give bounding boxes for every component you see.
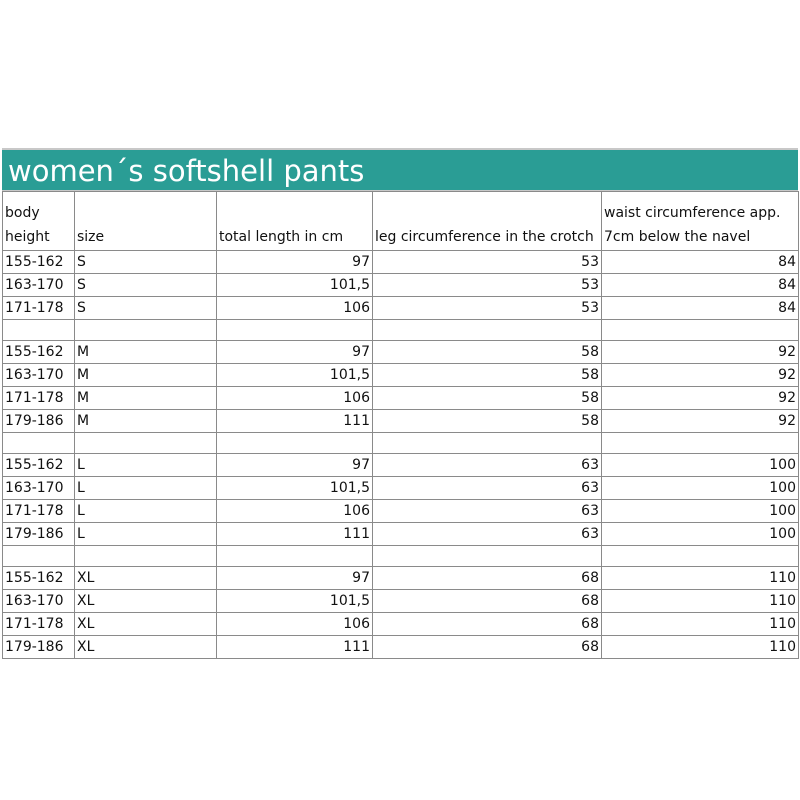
waist-circumference-cell: 100 xyxy=(602,477,799,500)
body-height-cell: 171-178 xyxy=(3,297,75,320)
header-waist-circumference: waist circumference app. 7cm below the navel xyxy=(602,192,799,251)
total-length-cell: 106 xyxy=(217,387,373,410)
table-row xyxy=(3,636,799,659)
body-height-cell: 179-186 xyxy=(3,523,75,546)
waist-circumference-cell: 110 xyxy=(602,613,799,636)
total-length-cell: 101,5 xyxy=(217,477,373,500)
leg-circumference-cell: 58 xyxy=(373,410,602,433)
leg-circumference-cell: 68 xyxy=(373,613,602,636)
header-leg-circumference: leg circumference in the crotch xyxy=(373,192,602,251)
empty-cell xyxy=(75,320,217,341)
leg-circumference-cell: 68 xyxy=(373,567,602,590)
table-row xyxy=(3,297,799,320)
header-body-height: body height xyxy=(3,192,75,251)
total-length-cell: 101,5 xyxy=(217,274,373,297)
table-row xyxy=(3,567,799,590)
empty-cell xyxy=(3,546,75,567)
total-length-cell: 101,5 xyxy=(217,364,373,387)
body-height-cell: 163-170 xyxy=(3,590,75,613)
waist-circumference-cell: 110 xyxy=(602,636,799,659)
size-cell: XL xyxy=(75,613,217,636)
empty-cell xyxy=(602,546,799,567)
table-row xyxy=(3,523,799,546)
body-height-cell: 155-162 xyxy=(3,567,75,590)
size-cell: M xyxy=(75,364,217,387)
size-cell: S xyxy=(75,251,217,274)
body-height-cell: 155-162 xyxy=(3,251,75,274)
group-separator-row xyxy=(3,546,799,567)
size-cell: L xyxy=(75,523,217,546)
size-cell: S xyxy=(75,274,217,297)
leg-circumference-cell: 63 xyxy=(373,454,602,477)
table-row xyxy=(3,341,799,364)
total-length-cell: 101,5 xyxy=(217,590,373,613)
table-row xyxy=(3,410,799,433)
table-row xyxy=(3,590,799,613)
waist-circumference-cell: 92 xyxy=(602,387,799,410)
leg-circumference-cell: 63 xyxy=(373,500,602,523)
leg-circumference-cell: 53 xyxy=(373,251,602,274)
size-cell: L xyxy=(75,477,217,500)
waist-circumference-cell: 84 xyxy=(602,251,799,274)
empty-cell xyxy=(3,320,75,341)
empty-cell xyxy=(602,433,799,454)
size-table xyxy=(2,191,799,659)
body-height-cell: 171-178 xyxy=(3,500,75,523)
table-row xyxy=(3,477,799,500)
table-row xyxy=(3,251,799,274)
empty-cell xyxy=(217,433,373,454)
leg-circumference-cell: 53 xyxy=(373,274,602,297)
body-height-cell: 163-170 xyxy=(3,477,75,500)
total-length-cell: 97 xyxy=(217,567,373,590)
group-separator-row xyxy=(3,320,799,341)
total-length-cell: 111 xyxy=(217,410,373,433)
body-height-cell: 155-162 xyxy=(3,341,75,364)
body-height-cell: 163-170 xyxy=(3,274,75,297)
total-length-cell: 111 xyxy=(217,523,373,546)
leg-circumference-cell: 68 xyxy=(373,636,602,659)
waist-circumference-cell: 100 xyxy=(602,500,799,523)
empty-cell xyxy=(75,433,217,454)
table-row xyxy=(3,500,799,523)
total-length-cell: 97 xyxy=(217,454,373,477)
waist-circumference-cell: 100 xyxy=(602,454,799,477)
total-length-cell: 106 xyxy=(217,297,373,320)
empty-cell xyxy=(217,546,373,567)
empty-cell xyxy=(373,433,602,454)
empty-cell xyxy=(373,546,602,567)
size-cell: M xyxy=(75,410,217,433)
header-size: size xyxy=(75,192,217,251)
total-length-cell: 111 xyxy=(217,636,373,659)
size-cell: XL xyxy=(75,636,217,659)
leg-circumference-cell: 63 xyxy=(373,523,602,546)
size-cell: L xyxy=(75,454,217,477)
size-cell: M xyxy=(75,387,217,410)
header-total-length: total length in cm xyxy=(217,192,373,251)
body-height-cell: 163-170 xyxy=(3,364,75,387)
waist-circumference-cell: 84 xyxy=(602,297,799,320)
header-row xyxy=(3,192,799,251)
body-height-cell: 171-178 xyxy=(3,613,75,636)
empty-cell xyxy=(217,320,373,341)
waist-circumference-cell: 92 xyxy=(602,364,799,387)
leg-circumference-cell: 58 xyxy=(373,341,602,364)
body-height-cell: 155-162 xyxy=(3,454,75,477)
chart-title: women´s softshell pants xyxy=(2,150,798,190)
table-row xyxy=(3,454,799,477)
group-separator-row xyxy=(3,433,799,454)
size-table-body xyxy=(3,251,799,659)
table-row xyxy=(3,364,799,387)
leg-circumference-cell: 58 xyxy=(373,364,602,387)
body-height-cell: 179-186 xyxy=(3,410,75,433)
leg-circumference-cell: 63 xyxy=(373,477,602,500)
waist-circumference-cell: 100 xyxy=(602,523,799,546)
waist-circumference-cell: 110 xyxy=(602,590,799,613)
total-length-cell: 106 xyxy=(217,500,373,523)
waist-circumference-cell: 110 xyxy=(602,567,799,590)
size-cell: S xyxy=(75,297,217,320)
total-length-cell: 106 xyxy=(217,613,373,636)
body-height-cell: 171-178 xyxy=(3,387,75,410)
size-cell: L xyxy=(75,500,217,523)
leg-circumference-cell: 68 xyxy=(373,590,602,613)
waist-circumference-cell: 92 xyxy=(602,341,799,364)
waist-circumference-cell: 92 xyxy=(602,410,799,433)
table-row xyxy=(3,387,799,410)
waist-circumference-cell: 84 xyxy=(602,274,799,297)
total-length-cell: 97 xyxy=(217,341,373,364)
leg-circumference-cell: 53 xyxy=(373,297,602,320)
table-row xyxy=(3,613,799,636)
body-height-cell: 179-186 xyxy=(3,636,75,659)
size-cell: M xyxy=(75,341,217,364)
leg-circumference-cell: 58 xyxy=(373,387,602,410)
table-row xyxy=(3,274,799,297)
empty-cell xyxy=(373,320,602,341)
empty-cell xyxy=(3,433,75,454)
total-length-cell: 97 xyxy=(217,251,373,274)
empty-cell xyxy=(75,546,217,567)
empty-cell xyxy=(602,320,799,341)
size-cell: XL xyxy=(75,590,217,613)
size-cell: XL xyxy=(75,567,217,590)
